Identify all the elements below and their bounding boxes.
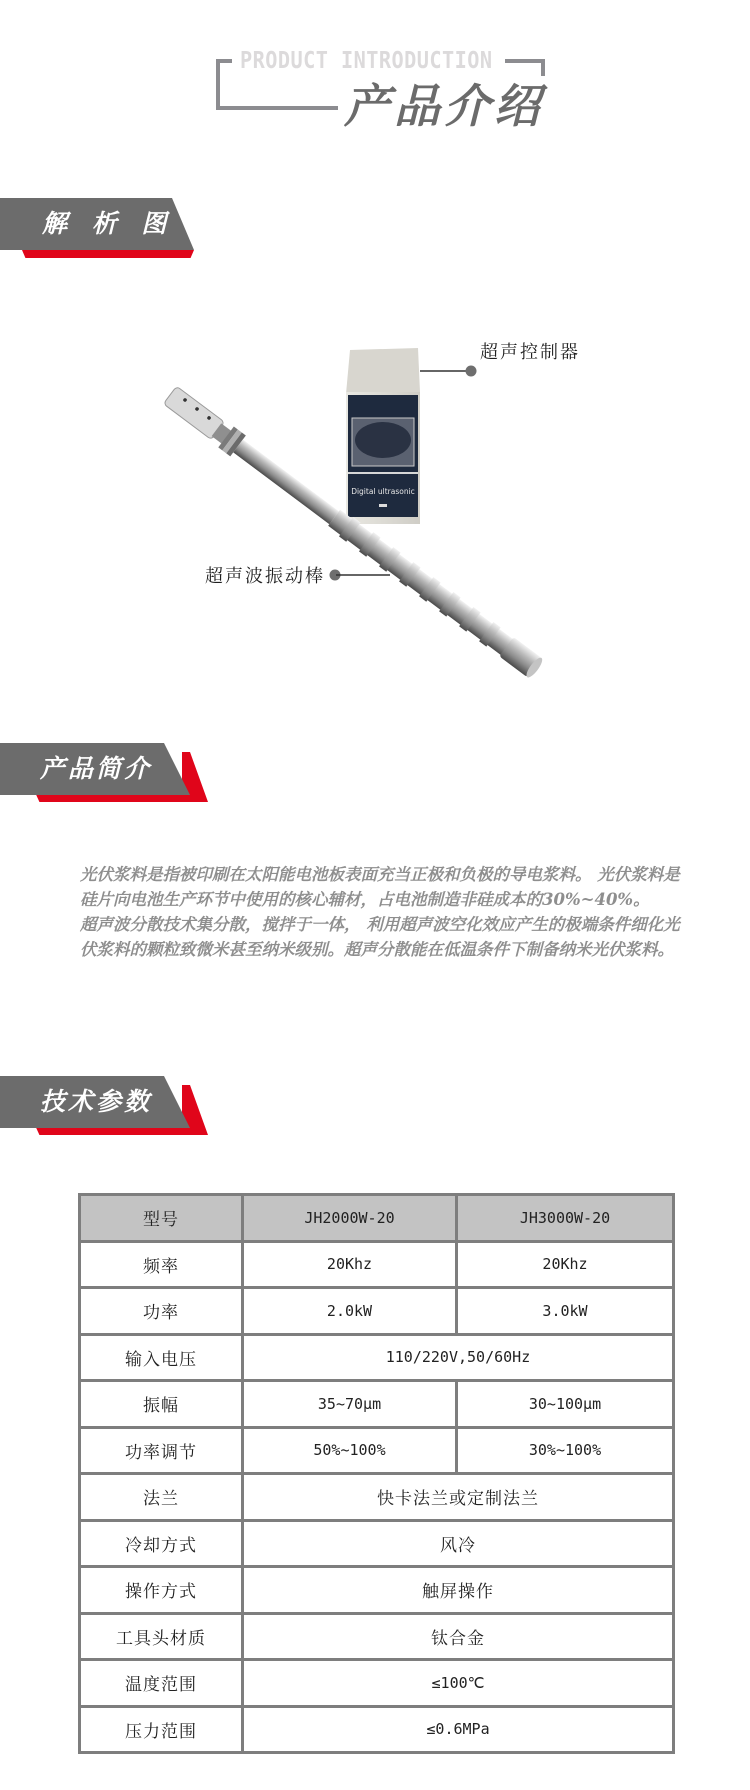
table-header-row xyxy=(80,1195,674,1242)
table-row xyxy=(80,1613,674,1660)
section-banner-diagram xyxy=(0,198,230,264)
intro-paragraph: 超声波分散技术集分散，搅拌于一体， 利用超声波空化效应产生的极端条件细化光伏浆料的颗粒致微米甚至纳米级别。超声分散能在低温条件下制备纳米光伏浆料。 xyxy=(80,915,680,959)
intro-paragraph: 光伏浆料是指被印刷在太阳能电池板表面充当正极和负极的导电浆料。 光伏浆料是硅片向电池生产环节中使用的核心辅材，占电池制造非硅成本的30%~40%。 xyxy=(80,865,680,909)
row-value: 35~70μm xyxy=(243,1381,457,1428)
row-value: 钛合金 xyxy=(243,1613,674,1660)
row-value: 20Khz xyxy=(457,1241,674,1288)
row-value: 50%~100% xyxy=(243,1427,457,1474)
table-row xyxy=(80,1660,674,1707)
row-value: 30%~100% xyxy=(457,1427,674,1474)
svg-text:Digital ultrasonic: Digital ultrasonic xyxy=(351,487,415,496)
row-label: 法兰 xyxy=(80,1474,243,1521)
table-row xyxy=(80,1334,674,1381)
section-title: 解 析 图 xyxy=(42,209,175,238)
row-label: 功率调节 xyxy=(80,1427,243,1474)
row-value: 3.0kW xyxy=(457,1288,674,1335)
table-row xyxy=(80,1706,674,1753)
row-value: ≤100℃ xyxy=(243,1660,674,1707)
table-row xyxy=(80,1474,674,1521)
row-label: 温度范围 xyxy=(80,1660,243,1707)
row-label: 工具头材质 xyxy=(80,1613,243,1660)
row-value: 30~100μm xyxy=(457,1381,674,1428)
row-label: 冷却方式 xyxy=(80,1520,243,1567)
row-label: 频率 xyxy=(80,1241,243,1288)
row-label: 输入电压 xyxy=(80,1334,243,1381)
table-row xyxy=(80,1381,674,1428)
row-value: 风冷 xyxy=(243,1520,674,1567)
product-illustration xyxy=(150,340,600,710)
row-value: 110/220V,50/60Hz xyxy=(243,1334,674,1381)
table-row xyxy=(80,1241,674,1288)
row-label: 功率 xyxy=(80,1288,243,1335)
row-value: 快卡法兰或定制法兰 xyxy=(243,1474,674,1521)
controller-box xyxy=(346,348,420,524)
row-value: ≤0.6MPa xyxy=(243,1706,674,1753)
rod-label: 超声波振动棒 xyxy=(205,566,325,587)
product-intro-text xyxy=(80,862,690,962)
product-diagram xyxy=(150,340,600,710)
header-cell-model-2: JH3000W-20 xyxy=(457,1195,674,1242)
table-row xyxy=(80,1567,674,1614)
table-row xyxy=(80,1520,674,1567)
row-value: 2.0kW xyxy=(243,1288,457,1335)
header-english-title: PRODUCT INTRODUCTION xyxy=(240,48,493,74)
section-title: 产品简介 xyxy=(40,754,153,783)
controller-label: 超声控制器 xyxy=(480,342,580,363)
table-row xyxy=(80,1427,674,1474)
section-banner-specs xyxy=(0,1076,230,1142)
spec-table xyxy=(78,1193,675,1754)
row-label: 压力范围 xyxy=(80,1706,243,1753)
row-value: 20Khz xyxy=(243,1241,457,1288)
row-label: 操作方式 xyxy=(80,1567,243,1614)
row-label: 振幅 xyxy=(80,1381,243,1428)
header-chinese-title: 产品介绍 xyxy=(338,76,550,136)
banner-red-stripe xyxy=(22,250,194,258)
row-value: 触屏操作 xyxy=(243,1567,674,1614)
header-cell-model-1: JH2000W-20 xyxy=(243,1195,457,1242)
header-cell-model: 型号 xyxy=(80,1195,243,1242)
section-title: 技术参数 xyxy=(40,1087,153,1116)
table-row xyxy=(80,1288,674,1335)
section-banner-intro xyxy=(0,743,230,809)
page-header xyxy=(0,0,750,150)
